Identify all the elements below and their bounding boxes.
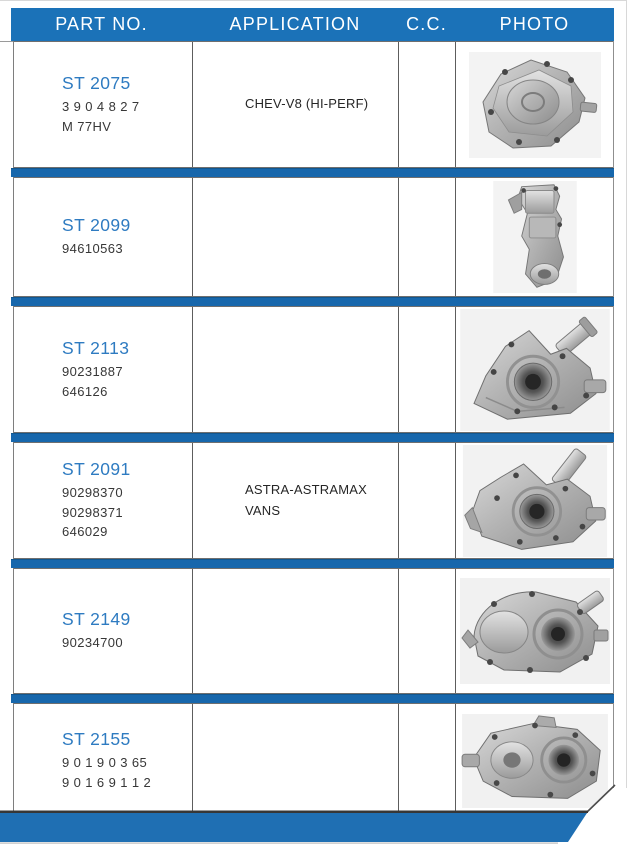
table-row (14, 41, 613, 168)
oil-pump-photo (469, 52, 601, 158)
oil-pump-photo (459, 309, 611, 431)
photo-cell (456, 569, 613, 693)
photo-cell (456, 178, 613, 296)
part-no-cell (14, 42, 193, 167)
part-number: ST 2113 (62, 338, 130, 358)
part-no-cell (14, 569, 193, 693)
photo-cell (456, 443, 613, 558)
table-row (14, 568, 613, 694)
part-number: ST 2091 (62, 459, 131, 480)
table-header (11, 8, 614, 41)
application-cell (193, 307, 399, 432)
row-separator (11, 694, 614, 703)
oem-number: M 77HV (62, 118, 112, 134)
part-no-cell (14, 443, 193, 558)
table-row (14, 177, 613, 297)
parts-table (11, 8, 614, 817)
table-row (14, 442, 613, 559)
cc-cell (399, 42, 456, 167)
oem-number: 94610563 (62, 241, 124, 257)
cc-cell (399, 569, 456, 693)
oem-number: 90231887 (62, 364, 124, 379)
row-separator (11, 433, 614, 442)
column-header-application: APPLICATION (229, 14, 361, 34)
oem-number: 9 0 1 6 9 1 1 2 (62, 774, 152, 790)
table-body (13, 41, 614, 817)
cc-cell (399, 178, 456, 296)
part-number: ST 2099 (62, 215, 131, 236)
application-cell (193, 178, 399, 296)
application-cell (193, 443, 399, 558)
oem-number: 90234700 (62, 635, 124, 651)
application-line: ASTRA-ASTRAMAX (245, 482, 367, 498)
photo-cell (456, 307, 613, 432)
oem-number: 9 0 1 9 0 3 65 (62, 755, 148, 770)
column-header-part-no: PART NO. (55, 14, 148, 34)
row-separator (11, 297, 614, 306)
cc-cell (399, 307, 456, 432)
oem-number: 90298371 (62, 504, 124, 520)
part-number: ST 2149 (62, 609, 131, 630)
application-line: CHEV-V8 (HI-PERF) (245, 96, 369, 112)
application-cell (193, 569, 399, 693)
column-header-cc: C.C. (406, 14, 447, 34)
oil-pump-photo (460, 578, 610, 684)
oil-pump-photo (459, 445, 611, 557)
cc-cell (399, 443, 456, 558)
application-line: VANS (245, 502, 281, 518)
oem-number: 3 9 0 4 8 2 7 (62, 99, 140, 114)
oem-number: 646029 (62, 524, 108, 540)
row-separator (11, 168, 614, 177)
part-no-cell (14, 307, 193, 432)
footer-bar (0, 770, 627, 857)
photo-cell (456, 42, 613, 167)
oem-number: 646126 (62, 383, 108, 399)
application-cell (193, 42, 399, 167)
oem-number: 90298370 (62, 485, 124, 501)
part-number: ST 2155 (62, 729, 131, 749)
part-number: ST 2075 (62, 73, 131, 93)
part-no-cell (14, 178, 193, 296)
oil-pump-photo (491, 181, 579, 293)
row-separator (11, 559, 614, 568)
column-header-photo: PHOTO (499, 14, 570, 34)
table-row (14, 306, 613, 433)
